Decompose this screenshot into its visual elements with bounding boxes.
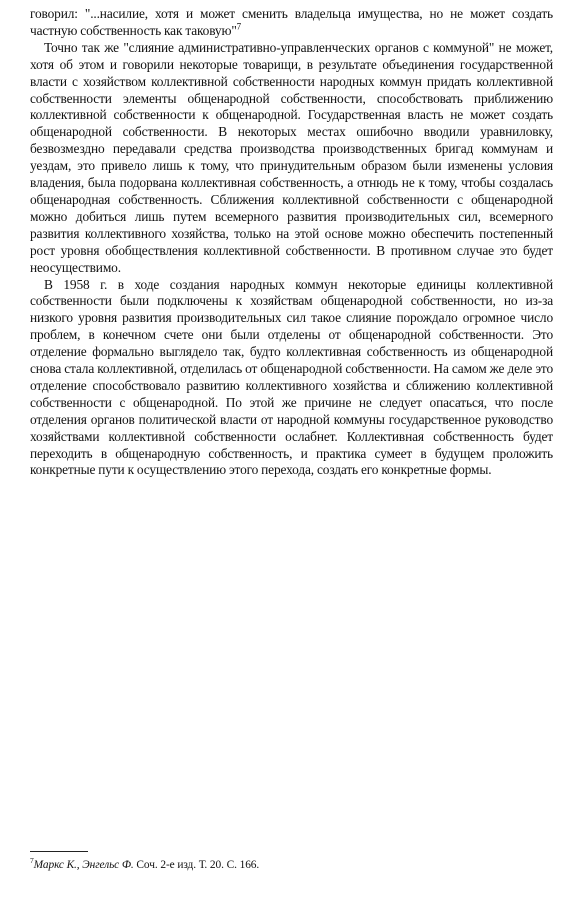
footnote-reference: 7 <box>236 21 241 32</box>
paragraph-quote-continuation <box>30 6 553 40</box>
paragraph-1958-communes: В 1958 г. в ходе создания народных коммун некоторые единицы коллективной собственности были подключены к хозяйствам общенародной собственности, но из-за низкого уровня развития производительных сил такое слияние порождало огромное число проблем, в конечном счете они были отделены от общенародной собственности. Это отделение формально выглядело так, будто коллективная собственность из общенародной снова стала коллективной, отделилась от общенародной собственности. На самом же деле это отделение способствовало развитию коллективного хозяйства и сближению коллективной собственности с общенародной. По этой же причине не следует опасаться, что после отделения органов политической власти от народной коммуны государственное руководство хозяйствами коллективной собственности ослабнет. Коллективная собственность будет переходить в общенародную собственность, и практика сумеет в будущем проложить конкретные пути к осуществлению этого перехода, создать его конкретные формы. <box>30 276 553 478</box>
body-text <box>30 6 553 479</box>
footnote-authors: Маркс К., Энгельс Ф. <box>33 859 134 871</box>
footnote <box>30 858 550 873</box>
footnote-mark: 7 <box>30 856 34 866</box>
footnote-divider <box>30 851 88 852</box>
paragraph-merger-of-organs: Точно так же "слияние административно-управленческих органов с коммуной" не может, хотя об этом и говорили некоторые товарищи, в результате объединения государственной власти с хозяйством коллективной собственности народных коммун придать коллективной собственности элементы общенародной собственности, способствовать приближению коллективной собственности к общенародной. Государственная власть не может создать общенародной собственности. В некоторых местах ошибочно вводили уравниловку, безвозмездно передавали средства производства производственных бригад коммунам и уездам, это привело лишь к тому, что принудительным образом были изменены условия владения, была подорвана коллективная собственность, а отнюдь не к тому, чтобы создалась общенародная собственность. Сближения коллективной собственности с общенародной можно добиться лишь путем всемерного развития производительных сил, всемерного развития коллективного хозяйства, только на этой основе можно обеспечить постепенный рост уровня обобществления коллективной собственности. В противном случае это будет неосуществимо. <box>30 39 553 275</box>
footnote-source: Соч. 2-е изд. Т. 20. С. 166. <box>136 859 260 871</box>
paragraph-text: говорил: "...насилие, хотя и может сменить владельца имущества, но не может создать частную собственность как таковую" <box>30 6 553 38</box>
